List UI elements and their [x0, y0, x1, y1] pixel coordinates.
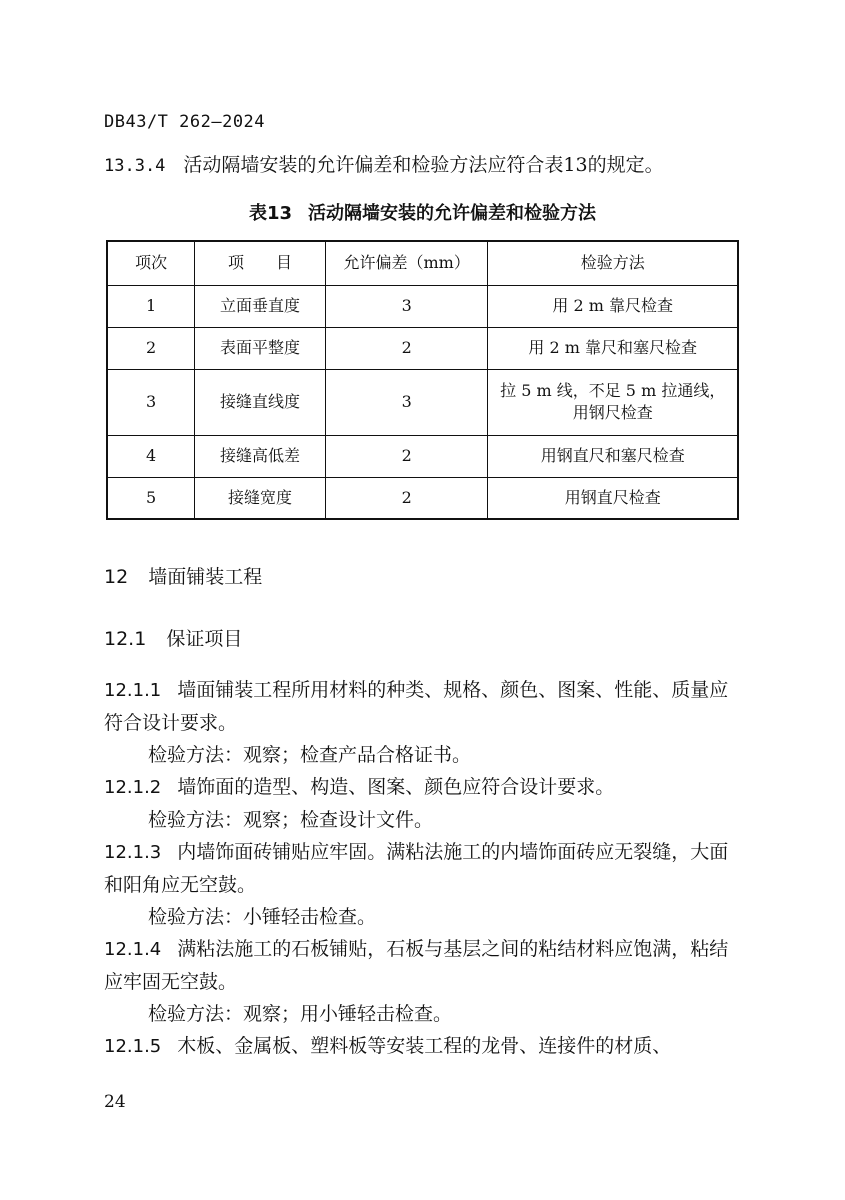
- cell-no: 3: [107, 369, 195, 435]
- cell-no: 2: [107, 327, 195, 369]
- item-text: 墙面铺装工程所用材料的种类、规格、颜色、图案、性能、质量应符合设计要求。: [104, 679, 729, 734]
- clause-item: [104, 1030, 744, 1063]
- cell-item: 接缝高低差: [195, 435, 326, 477]
- document-id: DB43/T 262—2024: [104, 112, 266, 132]
- cell-no: 1: [107, 285, 195, 327]
- item-number: 12.1.4: [104, 939, 162, 960]
- clause-item: [104, 674, 744, 739]
- section-title: 墙面铺装工程: [148, 566, 263, 588]
- subsection-heading: [104, 624, 242, 651]
- cell-no: 5: [107, 477, 195, 519]
- method-line-2: 用钢尺检查: [572, 403, 653, 422]
- cell-deviation: 3: [325, 285, 488, 327]
- inspection-method: 检验方法：观察；检查产品合格证书。: [148, 744, 472, 766]
- item-number: 12.1.2: [104, 777, 162, 798]
- section-heading: [104, 562, 262, 589]
- item-text: 满粘法施工的石板铺贴，石板与基层之间的粘结材料应饱满，粘结应牢固无空鼓。: [104, 938, 729, 993]
- clause-number: 13.3.4: [104, 156, 166, 176]
- item-text: 木板、金属板、塑料板等安装工程的龙骨、连接件的材质、: [177, 1035, 672, 1057]
- item-number: 12.1.5: [104, 1036, 162, 1057]
- clause-13-3-4: [104, 150, 664, 177]
- table-title: 活动隔墙安装的允许偏差和检验方法: [308, 203, 597, 224]
- cell-item: 接缝直线度: [195, 369, 326, 435]
- clause-item: [104, 836, 744, 901]
- inspection-method: 检验方法：观察；检查设计文件。: [148, 809, 434, 831]
- item-text: 墙饰面的造型、构造、图案、颜色应符合设计要求。: [177, 776, 615, 798]
- subsection-number: 12.1: [104, 628, 147, 650]
- item-number: 12.1.3: [104, 842, 162, 863]
- item-text: 内墙饰面砖铺贴应牢固。满粘法施工的内墙饰面砖应无裂缝，大面和阳角应无空鼓。: [104, 841, 729, 896]
- method-line-1: 拉 5 m 线，不足 5 m 拉通线，: [500, 381, 726, 400]
- item-number: 12.1.1: [104, 680, 162, 701]
- cell-method: 用钢直尺检查: [488, 477, 738, 519]
- cell-method: 用钢直尺和塞尺检查: [488, 435, 738, 477]
- table-header-row: [107, 241, 738, 285]
- column-header: 允许偏差（mm）: [325, 241, 488, 285]
- table-caption: [0, 199, 845, 225]
- cell-deviation: 3: [325, 369, 488, 435]
- clause-text: 活动隔墙安装的允许偏差和检验方法应符合表13的规定。: [183, 154, 664, 176]
- cell-no: 4: [107, 435, 195, 477]
- column-header: 检验方法: [488, 241, 738, 285]
- column-header: 项 目: [195, 241, 326, 285]
- cell-item: 表面平整度: [195, 327, 326, 369]
- inspection-method: 检验方法：小锤轻击检查。: [148, 906, 377, 928]
- table-row: [107, 285, 738, 327]
- inspection-method: 检验方法：观察；用小锤轻击检查。: [148, 1003, 453, 1025]
- table-row: [107, 327, 738, 369]
- clause-list: [104, 674, 744, 1063]
- table-row: [107, 369, 738, 435]
- subsection-title: 保证项目: [166, 628, 243, 650]
- clause-item: [104, 933, 744, 998]
- cell-deviation: 2: [325, 435, 488, 477]
- cell-item: 接缝宽度: [195, 477, 326, 519]
- cell-method: 用 2 m 靠尺和塞尺检查: [488, 327, 738, 369]
- tolerance-table: [106, 240, 739, 520]
- cell-deviation: 2: [325, 327, 488, 369]
- cell-method: [488, 369, 738, 435]
- cell-item: 立面垂直度: [195, 285, 326, 327]
- table-row: [107, 477, 738, 519]
- table-number: 表13: [248, 203, 293, 224]
- page-number: 24: [104, 1092, 126, 1112]
- column-header: 项次: [107, 241, 195, 285]
- section-number: 12: [104, 566, 129, 588]
- cell-method: 用 2 m 靠尺检查: [488, 285, 738, 327]
- table-row: [107, 435, 738, 477]
- cell-deviation: 2: [325, 477, 488, 519]
- clause-item: [104, 771, 744, 804]
